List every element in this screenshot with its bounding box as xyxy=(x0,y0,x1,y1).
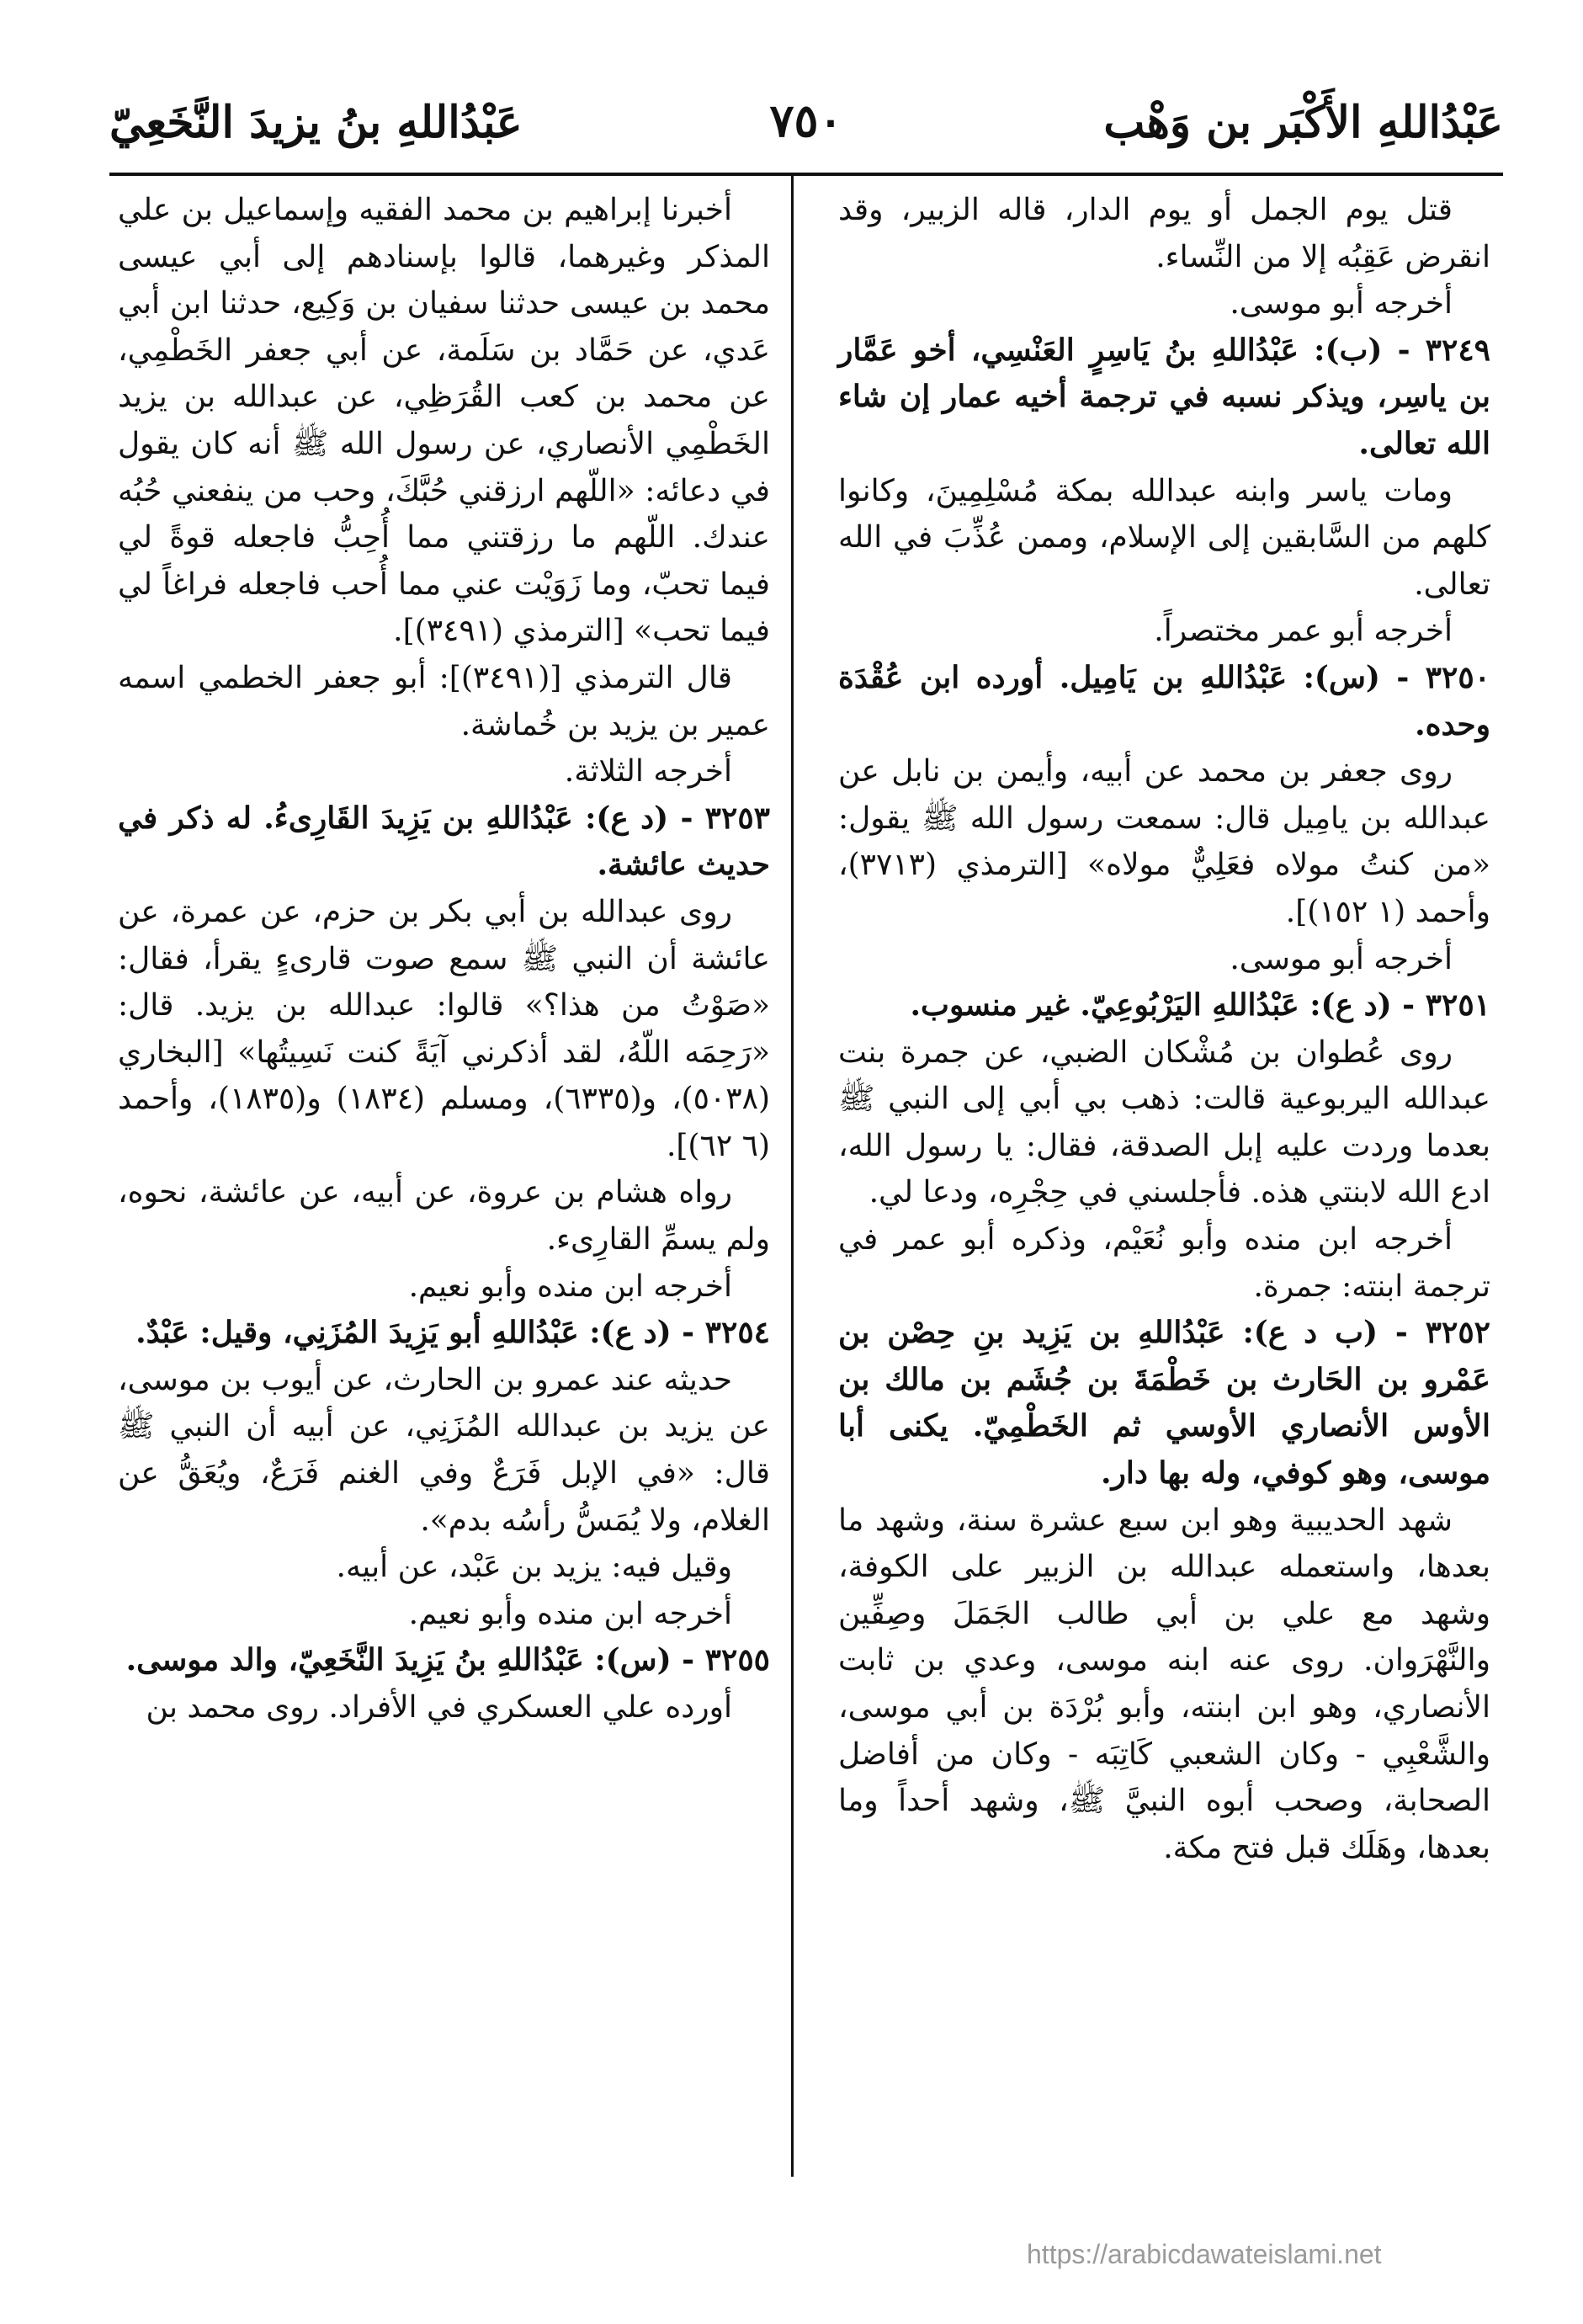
entry-heading-3253: ٣٢٥٣ - (د ع): عَبْدُاللهِ بن يَزِيدَ القَارِىءُ. له ذكر في حديث عائشة. xyxy=(118,800,770,883)
paragraph: وقيل فيه: يزيد بن عَبْد، عن أبيه. xyxy=(336,1550,732,1585)
entry-heading-3250: ٣٢٥٠ - (س): عَبْدُاللهِ بن يَامِيل. أورده ابن عُقْدَة وحده. xyxy=(838,659,1490,742)
paragraph: شهد الحديبية وهو ابن سبع عشرة سنة، وشهد ما بعدها، واستعمله عبدالله بن الزبير على الكوفة، وشهد مع علي بن أبي طالب الجَمَلَ وصِفِّين والنَّهْرَوان. روى عنه ابنه موسى، وعدي بن ثابت الأنصاري، وهو ابن ابنته، وأبو بُرْدَة بن أبي موسى، والشَّعْبِي - وكان الشعبي كَاتِبَه - وكان من أفاضل الصحابة، وصحب أبوه النبيَّ ﷺ، وشهد أحداً وما بعدها، وهَلَك قبل فتح مكة. xyxy=(838,1502,1490,1865)
header-rule xyxy=(109,173,1503,176)
paragraph: روى جعفر بن محمد عن أبيه، وأيمن بن نابل عن عبدالله بن يامِيل قال: سمعت رسول الله ﷺ يقول: «من كنتُ مولاه فعَلِيٌّ مولاه» [الترمذي (٣٧١٣)، وأحمد (١ ١٥٢)]. xyxy=(838,754,1490,929)
entry-heading-3249: ٣٢٤٩ - (ب): عَبْدُاللهِ بنُ يَاسِرٍ العَنْسِي، أخو عَمَّار بن ياسِر، ويذكر نسبه في ترجمة أخيه عمار إن شاء الله تعالى. xyxy=(838,332,1490,461)
paragraph: أورده علي العسكري في الأفراد. روى محمد بن xyxy=(146,1690,732,1725)
entry-heading-3254: ٣٢٥٤ - (د ع): عَبْدُاللهِ أبو يَزِيدَ المُزَنِي، وقيل: عَبْدٌ. xyxy=(135,1315,770,1351)
entry-heading-3251: ٣٢٥١ - (د ع): عَبْدُاللهِ اليَرْبُوعِيّ. غير منسوب. xyxy=(910,987,1490,1024)
paragraph: أخرجه أبو موسى. xyxy=(1230,286,1453,322)
left-column xyxy=(118,187,770,2172)
paragraph: روى عُطوان بن مُشْكان الضبي، عن جمرة بنت عبدالله اليربوعية قالت: ذهب بي أبي إلى النبي ﷺ بعدما وردت عليه إبل الصدقة، فقال: يا رسول الله، ادع الله لابنتي هذه. فأجلسني في حِجْرِه، ودعا لي. xyxy=(838,1034,1490,1210)
paragraph: ومات ياسر وابنه عبدالله بمكة مُسْلِمِينَ، وكانوا كلهم من السَّابقين إلى الإسلام، وممن عُذِّبَ في الله تعالى. xyxy=(838,473,1490,602)
running-title-left: عَبْدُاللهِ بنُ يزيدَ النَّخَعِيّ xyxy=(109,97,523,148)
page-number: ٧٥٠ xyxy=(769,93,843,147)
watermark-url[interactable]: https://arabicdawateislami.net xyxy=(1027,2239,1382,2269)
page-header xyxy=(109,80,1503,173)
paragraph: أخبرنا إبراهيم بن محمد الفقيه وإسماعيل بن علي المذكر وغيرهما، قالوا بإسنادهم إلى أبي عيسى محمد بن عيسى حدثنا سفيان بن وَكِيع، حدثنا ابن أبي عَدي، عن حَمَّاد بن سَلَمة، عن أبي جعفر الخَطْمِي، عن محمد بن كعب القُرَظِي، عن عبدالله بن يزيد الخَطْمِي الأنصاري، عن رسول الله ﷺ أنه كان يقول في دعائه: «اللّهم ارزقني حُبَّكَ، وحب من ينفعني حُبُه عندك. اللّهم ما رزقتني مما أُحِبُّ فاجعله قوةً لي فيما تحبّ، وما زَوَيْت عني مما أُحب فاجعله فراغاً لي فيما تحب» [الترمذي (٣٤٩١)]. xyxy=(118,193,770,649)
right-column xyxy=(838,187,1490,2172)
paragraph: أخرجه أبو عمر مختصراً. xyxy=(1154,614,1453,649)
running-title-right: عَبْدُاللهِ الأَكْبَر بن وَهْب xyxy=(1103,97,1503,148)
paragraph: أخرجه ابن منده وأبو نُعَيْم، وذكره أبو عمر في ترجمة ابنته: جمرة. xyxy=(838,1222,1490,1304)
entry-heading-3255: ٣٢٥٥ - (س): عَبْدُاللهِ بنُ يَزِيدَ النَّخَعِيّ، والد موسى. xyxy=(125,1642,770,1678)
paragraph: أخرجه أبو موسى. xyxy=(1230,941,1453,976)
paragraph: قال الترمذي [(٣٤٩١)]: أبو جعفر الخطمي اسمه عمير بن يزيد بن خُماشة. xyxy=(118,660,770,742)
paragraph: حديثه عند عمرو بن الحارث، عن أيوب بن موسى، عن يزيد بن عبدالله المُزَنِي، عن أبيه أن النبي ﷺ قال: «في الإبل فَرَعٌ وفي الغنم فَرَعٌ، ويُعَقُّ عن الغلام، ولا يُمَسُّ رأسُه بدم». xyxy=(118,1362,770,1538)
column-divider xyxy=(791,173,794,2177)
paragraph: قتل يوم الجمل أو يوم الدار، قاله الزبير، وقد انقرض عَقِبُه إلا من النِّساء. xyxy=(838,193,1490,274)
paragraph: رواه هشام بن عروة، عن أبيه، عن عائشة، نحوه، ولم يسمِّ القارِىء. xyxy=(118,1175,770,1258)
paragraph: أخرجه ابن منده وأبو نعيم. xyxy=(408,1596,732,1631)
entry-heading-3252: ٣٢٥٢ - (ب د ع): عَبْدُاللهِ بن يَزِيد بنِ حِصْن بن عَمْرو بن الحَارث بن خَطْمَةَ بن جُشَم بن مالك بن الأوس الأنصاري الأوسي ثم الخَطْمِيّ. يكنى أبا موسى، وهو كوفي، وله بها دار. xyxy=(838,1315,1490,1492)
paragraph: أخرجه الثلاثة. xyxy=(564,754,732,790)
paragraph: أخرجه ابن منده وأبو نعيم. xyxy=(408,1268,732,1304)
paragraph: روى عبدالله بن أبي بكر بن حزم، عن عمرة، عن عائشة أن النبي ﷺ سمع صوت قارىءٍ يقرأ، فقال: «صَوْتُ من هذا؟» قالوا: عبدالله بن يزيد. قال: «رَحِمَه اللّهُ، لقد أذكرني آيَةً كنت نَسِيتُها» [البخاري (٥٠٣٨)، و(٦٣٣٥)، ومسلم (١٨٣٤) و(١٨٣٥)، وأحمد (٦ ٦٢)]. xyxy=(118,894,770,1163)
